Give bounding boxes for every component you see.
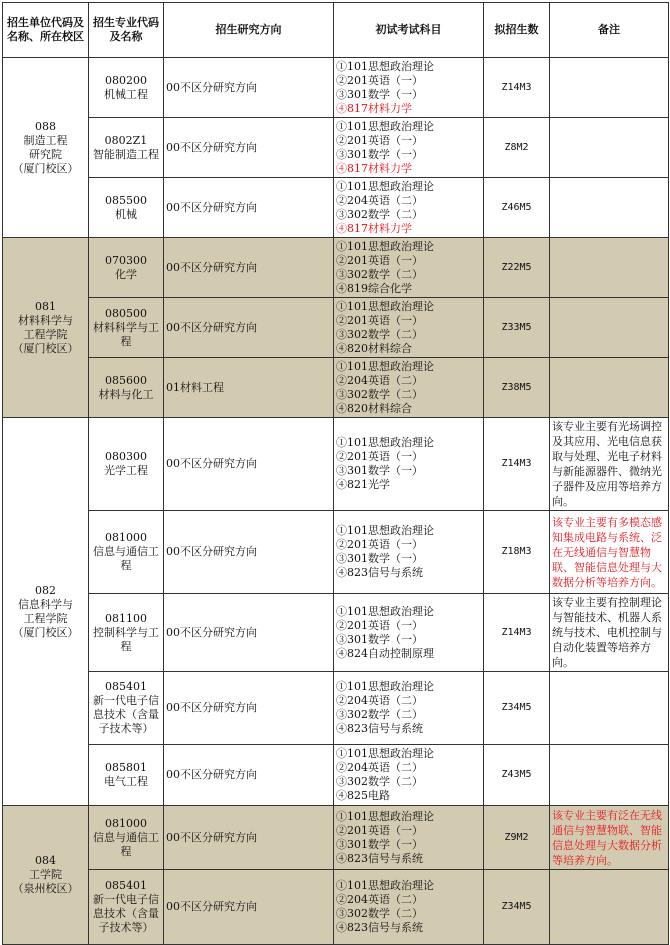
header-notes: 备注 — [550, 3, 669, 58]
major-cell: 070300 化学 — [89, 238, 164, 298]
subjects-cell — [334, 418, 484, 511]
direction-cell: 00不区分研究方向 — [164, 870, 334, 945]
subjects-cell — [334, 672, 484, 745]
direction-cell: 00不区分研究方向 — [164, 178, 334, 238]
major-cell: 080300 光学工程 — [89, 418, 164, 511]
exam-subject: ①101思想政治理论 — [336, 299, 434, 313]
quota-cell: Z22M5 — [484, 238, 550, 298]
exam-subject: ④823信号与系统 — [336, 722, 423, 735]
table-row — [3, 511, 669, 594]
exam-subject: ③301数学（一） — [336, 552, 423, 565]
major-cell: 085600 材料与化工 — [89, 358, 164, 418]
quota-cell: Z8M2 — [484, 118, 550, 178]
direction-cell: 00不区分研究方向 — [164, 806, 334, 870]
exam-subject: ③302数学（二） — [336, 267, 423, 281]
exam-subject: ③302数学（二） — [336, 207, 423, 221]
notes-cell — [550, 118, 669, 178]
exam-subject: ①101思想政治理论 — [336, 359, 434, 373]
major-cell: 085500 机械 — [89, 178, 164, 238]
quota-cell: Z14M3 — [484, 418, 550, 511]
quota-cell: Z46M5 — [484, 178, 550, 238]
unit-name-cell: 081 材料科学与 工程学院 （厦门校区） — [3, 238, 89, 418]
quota-cell: Z14M3 — [484, 58, 550, 118]
direction-cell: 00不区分研究方向 — [164, 238, 334, 298]
major-cell: 080500 材料科学与工程 — [89, 298, 164, 358]
notes-cell: 该专业主要有多模态感知集成电路与系统、泛在无线通信与智慧物联、智能信息处理与大数据分析等培养方向。 — [550, 511, 669, 594]
subjects-cell — [334, 745, 484, 806]
major-cell: 0802Z1 智能制造工程 — [89, 118, 164, 178]
exam-subject: ④817材料力学 — [336, 101, 412, 115]
exam-subject: ②201英语（一） — [336, 133, 423, 147]
exam-subject: ④819综合化学 — [336, 281, 412, 295]
subjects-cell — [334, 358, 484, 418]
exam-subject: ①101思想政治理论 — [336, 809, 434, 823]
exam-subject: ②201英语（一） — [336, 823, 423, 837]
exam-subject: ③301数学（一） — [336, 147, 423, 161]
notes-cell — [550, 870, 669, 945]
exam-subject: ④821光学 — [336, 478, 390, 491]
subjects-cell — [334, 238, 484, 298]
notes-cell — [550, 745, 669, 806]
notes-cell — [550, 358, 669, 418]
exam-subject: ②201英语（一） — [336, 450, 423, 463]
quota-cell: Z18M3 — [484, 511, 550, 594]
quota-cell: Z33M5 — [484, 298, 550, 358]
exam-subject: ③301数学（一） — [336, 464, 423, 477]
unit-name-cell: 084 工学院 （泉州校区） — [3, 806, 89, 945]
exam-subject: ①101思想政治理论 — [336, 604, 434, 618]
major-cell: 085801 电气工程 — [89, 745, 164, 806]
subjects-cell — [334, 118, 484, 178]
exam-subject: ③301数学（一） — [336, 837, 423, 851]
major-cell: 081000 信息与通信工程 — [89, 806, 164, 870]
table-row — [3, 358, 669, 418]
exam-subject: ①101思想政治理论 — [336, 59, 434, 73]
exam-subject: ①101思想政治理论 — [336, 680, 434, 693]
quota-cell: Z34M5 — [484, 870, 550, 945]
exam-subject: ②204英语（二） — [336, 893, 423, 906]
header-row — [3, 3, 669, 58]
exam-subject: ①101思想政治理论 — [336, 524, 434, 537]
exam-subject: ②201英语（一） — [336, 538, 423, 551]
exam-subject: ①101思想政治理论 — [336, 747, 434, 760]
major-cell: 085401 新一代电子信息技术（含量子技术等） — [89, 870, 164, 945]
header-unit: 招生单位代码及名称、所在校区 — [3, 3, 89, 58]
notes-cell — [550, 672, 669, 745]
subjects-cell — [334, 870, 484, 945]
notes-cell: 该专业主要有泛在无线通信与智慧物联、智能信息处理与大数据分析等培养方向。 — [550, 806, 669, 870]
exam-subject: ②204英语（二） — [336, 694, 423, 707]
table-row — [3, 58, 669, 118]
exam-subject: ②204英语（二） — [336, 193, 423, 207]
subjects-cell — [334, 58, 484, 118]
direction-cell: 00不区分研究方向 — [164, 745, 334, 806]
notes-cell — [550, 298, 669, 358]
quota-cell: Z43M5 — [484, 745, 550, 806]
exam-subject: ③302数学（二） — [336, 327, 423, 341]
table-row — [3, 745, 669, 806]
subjects-cell — [334, 178, 484, 238]
exam-subject: ④825电路 — [336, 789, 390, 802]
exam-subject: ①101思想政治理论 — [336, 179, 434, 193]
exam-subject: ④817材料力学 — [336, 221, 412, 235]
exam-subject: ③302数学（二） — [336, 387, 423, 401]
subjects-cell — [334, 298, 484, 358]
exam-subject: ④817材料力学 — [336, 161, 412, 175]
exam-subject: ④820材料综合 — [336, 401, 412, 415]
unit-name-cell: 088 制造工程 研究院 （厦门校区） — [3, 58, 89, 238]
exam-subject: ②204英语（二） — [336, 761, 423, 774]
notes-cell — [550, 238, 669, 298]
exam-subject: ③301数学（一） — [336, 632, 423, 646]
direction-cell: 00不区分研究方向 — [164, 418, 334, 511]
table-row — [3, 418, 669, 511]
exam-subject: ④820材料综合 — [336, 341, 412, 355]
header-direction: 招生研究方向 — [164, 3, 334, 58]
notes-cell — [550, 58, 669, 118]
quota-cell: Z9M2 — [484, 806, 550, 870]
major-cell: 085401 新一代电子信息技术（含量子技术等） — [89, 672, 164, 745]
direction-cell: 01材料工程 — [164, 358, 334, 418]
notes-cell: 该专业主要有光场调控及其应用、光电信息获取与处理、光电子材料与新能源器件、微纳光子器件及应用等培养方向。 — [550, 418, 669, 511]
exam-subject: ③301数学（一） — [336, 87, 423, 101]
exam-subject: ④824自动控制原理 — [336, 646, 434, 660]
direction-cell: 00不区分研究方向 — [164, 118, 334, 178]
quota-cell: Z34M5 — [484, 672, 550, 745]
direction-cell: 00不区分研究方向 — [164, 672, 334, 745]
exam-subject: ③302数学（二） — [336, 775, 423, 788]
exam-subject: ②201英语（一） — [336, 73, 423, 87]
table-row — [3, 594, 669, 672]
quota-cell: Z14M3 — [484, 594, 550, 672]
notes-cell — [550, 178, 669, 238]
exam-subject: ②201英语（一） — [336, 618, 423, 632]
exam-subject: ③302数学（二） — [336, 907, 423, 920]
quota-cell: Z38M5 — [484, 358, 550, 418]
table-row — [3, 298, 669, 358]
direction-cell: 00不区分研究方向 — [164, 511, 334, 594]
direction-cell: 00不区分研究方向 — [164, 594, 334, 672]
exam-subject: ②201英语（一） — [336, 313, 423, 327]
exam-subject: ①101思想政治理论 — [336, 436, 434, 449]
subjects-cell — [334, 511, 484, 594]
table-row — [3, 178, 669, 238]
enrollment-table — [2, 2, 669, 945]
exam-subject: ②204英语（二） — [336, 373, 423, 387]
major-cell: 081000 信息与通信工程 — [89, 511, 164, 594]
table-row — [3, 118, 669, 178]
header-subjects: 初试考试科目 — [334, 3, 484, 58]
major-cell: 081100 控制科学与工程 — [89, 594, 164, 672]
direction-cell: 00不区分研究方向 — [164, 58, 334, 118]
exam-subject: ④823信号与系统 — [336, 921, 423, 934]
exam-subject: ②201英语（一） — [336, 253, 423, 267]
exam-subject: ④823信号与系统 — [336, 566, 423, 579]
exam-subject: ①101思想政治理论 — [336, 879, 434, 892]
exam-subject: ④823信号与系统 — [336, 851, 423, 865]
direction-cell: 00不区分研究方向 — [164, 298, 334, 358]
major-cell: 080200 机械工程 — [89, 58, 164, 118]
exam-subject: ③302数学（二） — [336, 708, 423, 721]
exam-subject: ①101思想政治理论 — [336, 239, 434, 253]
table-row — [3, 806, 669, 870]
table-row — [3, 870, 669, 945]
table-row — [3, 672, 669, 745]
subjects-cell — [334, 594, 484, 672]
table-row — [3, 238, 669, 298]
subjects-cell — [334, 806, 484, 870]
notes-cell: 该专业主要有控制理论与智能技术、机器人系统与技术、电机控制与自动化装置等培养方向。 — [550, 594, 669, 672]
exam-subject: ①101思想政治理论 — [336, 119, 434, 133]
header-quota: 拟招生数 — [484, 3, 550, 58]
unit-name-cell: 082 信息科学与 工程学院 （厦门校区） — [3, 418, 89, 806]
header-major: 招生专业代码及名称 — [89, 3, 164, 58]
